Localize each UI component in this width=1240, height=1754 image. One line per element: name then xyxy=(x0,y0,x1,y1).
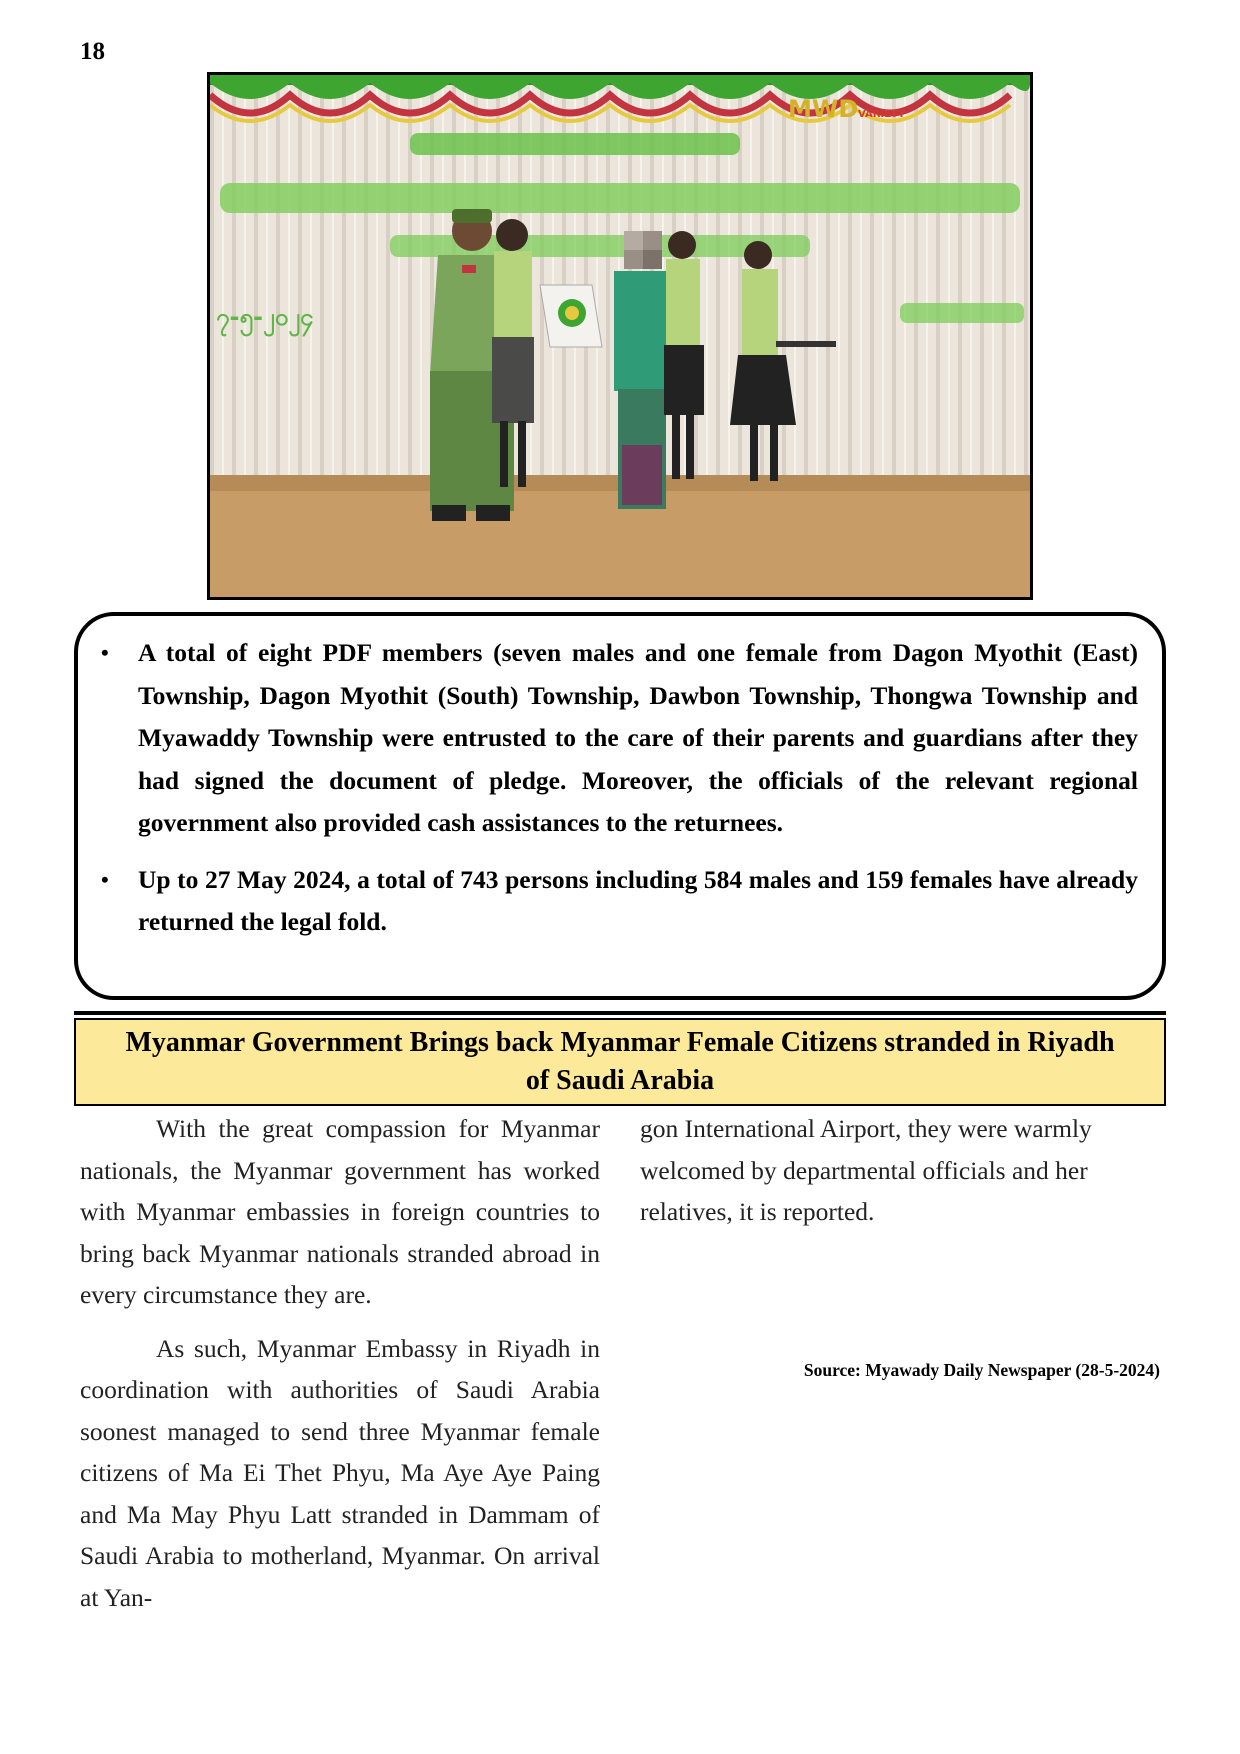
ceremony-photo xyxy=(207,72,1033,600)
article-column-left xyxy=(80,1108,600,1618)
source-credit: Source: Myawady Daily Newspaper (28-5-2024) xyxy=(803,1360,1160,1380)
bullet-icon: • xyxy=(101,866,109,892)
article-title: Myanmar Government Brings back Myanmar Female Citizens stranded in Riyadh of Saudi Arabia xyxy=(125,1027,1115,1096)
bullet-text: A total of eight PDF members (seven males and one female from Dagon Myothit (East) Township, Dagon Myothit (South) Township, Dawbon Township, Thongwa Township and Myawaddy Township were entrusted to the care of their parents and guardians after they had signed the document of pledge. Moreover, the officials of the relevant regional government also provided cash assistances to the returnees. xyxy=(138,638,1138,837)
article-paragraph: As such, Myanmar Embassy in Riyadh in coordination with authorities of Saudi Arabia soonest managed to send three Myanmar female citizens of Ma Ei Thet Phyu, Ma Aye Aye Paing and Ma May Phyu Latt stranded in Dammam of Saudi Arabia to motherland, Myanmar. On arrival at Yan- xyxy=(80,1333,600,1612)
summary-bullet-list xyxy=(78,616,1162,944)
bullet-item xyxy=(101,632,1138,845)
article-paragraph: gon International Airport, they were warmly welcomed by departmental officials and her relatives, it is reported. xyxy=(640,1114,1092,1226)
channel-logo: MWD xyxy=(788,95,859,123)
banner-date: ၇-၅-၂၀၂၄ xyxy=(216,303,314,331)
article-paragraph: With the great compassion for Myanmar nationals, the Myanmar government has worked with Myanmar embassies in foreign countries to bring back Myanmar nationals stranded abroad in every circumstance they are. xyxy=(80,1114,600,1309)
bullet-icon: • xyxy=(101,640,109,665)
article-column-right xyxy=(640,1108,1160,1233)
section-divider xyxy=(74,1011,1166,1015)
page-number: 18 xyxy=(80,38,105,65)
article-heading-box xyxy=(74,1018,1166,1106)
channel-logo-sub: VARIETY xyxy=(858,109,906,120)
bullet-text: Up to 27 May 2024, a total of 743 persons including 584 males and 159 females have already returned the legal fold. xyxy=(138,864,1138,936)
bullet-item xyxy=(101,859,1138,944)
summary-bullet-box xyxy=(74,612,1166,1000)
